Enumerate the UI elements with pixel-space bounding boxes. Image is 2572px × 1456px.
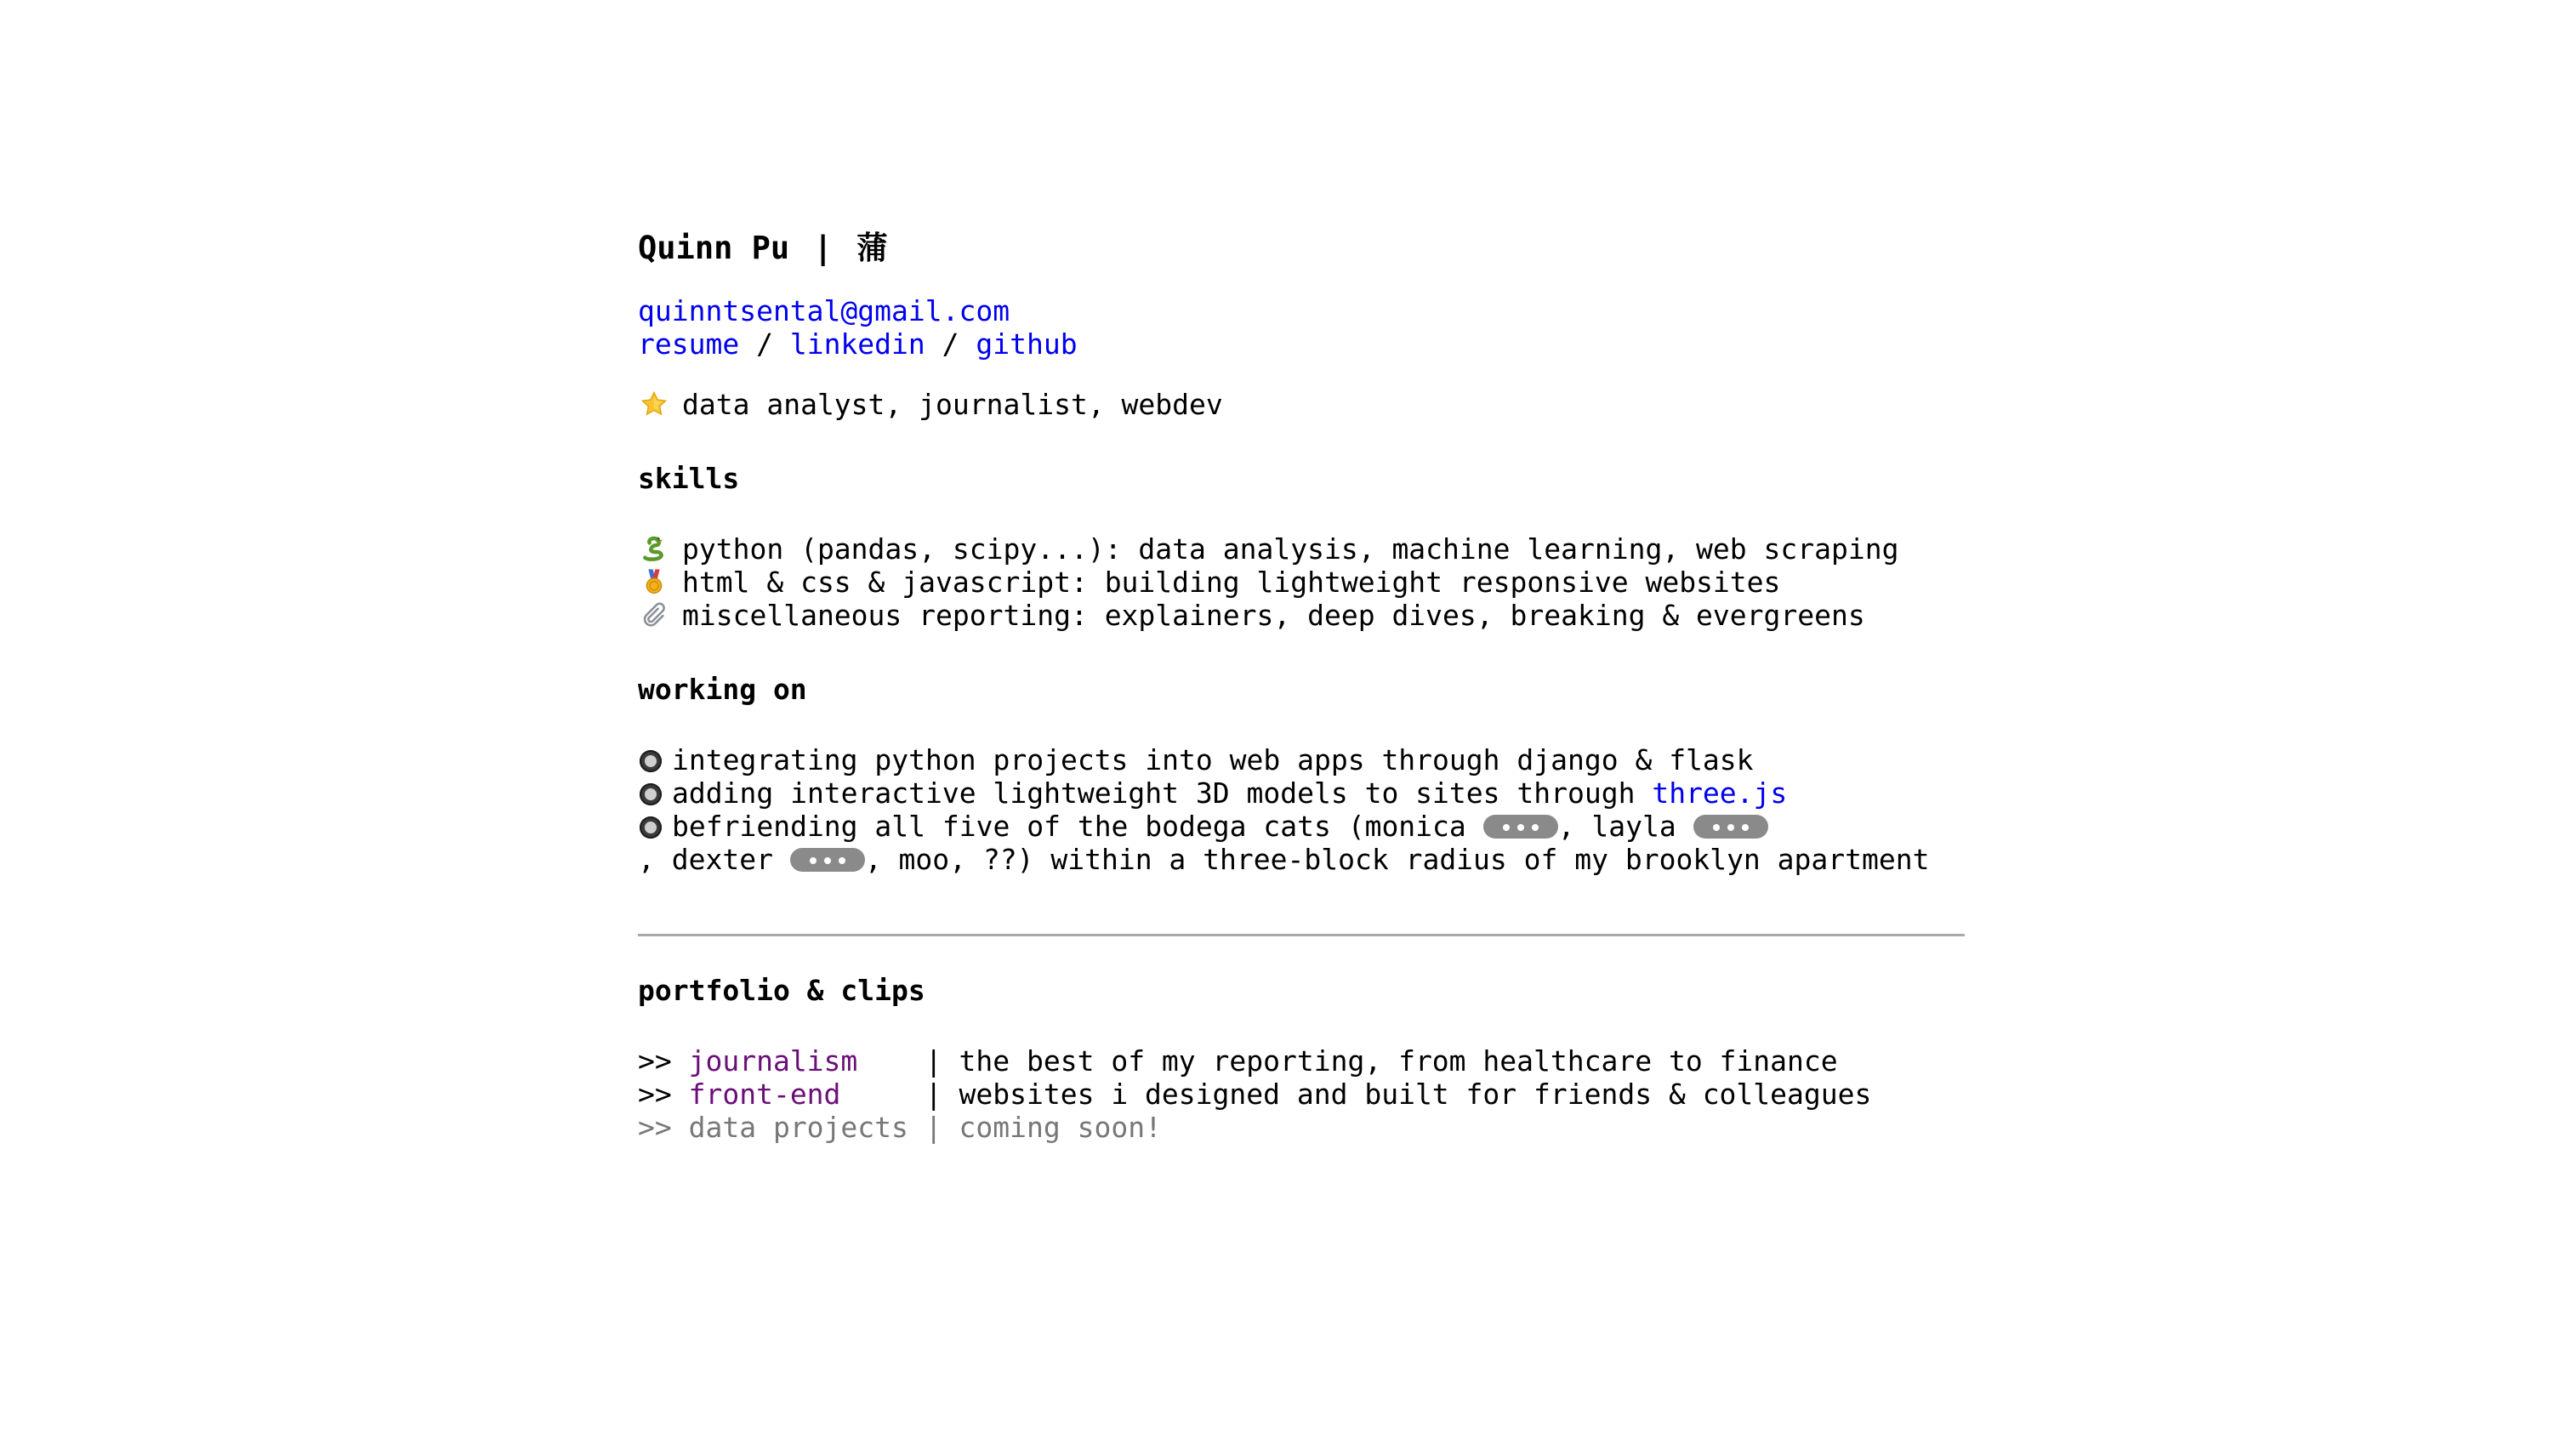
working-on-text: adding interactive lightweight 3D models to sites through <box>672 776 1653 810</box>
working-on-item <box>638 776 1965 810</box>
threejs-link[interactable]: three.js <box>1652 776 1788 810</box>
author-name: Quinn Pu <box>638 230 790 266</box>
portfolio-row <box>638 1078 1965 1111</box>
skill-text: python (pandas, scipy...): data analysis, machine learning, web scraping <box>682 532 1899 566</box>
skill-text: miscellaneous reporting: explainers, deep dives, breaking & evergreens <box>682 599 1865 632</box>
resume-link[interactable]: resume <box>638 327 740 361</box>
snake-icon <box>638 535 670 562</box>
link-separator: / <box>925 327 976 361</box>
page <box>638 230 1965 1144</box>
working-on-text: , dexter <box>638 843 790 876</box>
working-on-text: , layla <box>1557 810 1693 843</box>
working-on-heading: working on <box>638 673 807 706</box>
portfolio-heading: portfolio & clips <box>638 974 925 1007</box>
page-title <box>638 230 1965 267</box>
row-prefix: >> <box>638 1078 689 1111</box>
skill-item <box>638 566 1965 599</box>
section-divider <box>638 934 1965 936</box>
linkedin-link[interactable]: linkedin <box>789 327 925 361</box>
journalism-link[interactable]: journalism <box>688 1044 925 1078</box>
working-on-text: integrating python projects into web apps through django & flask <box>672 743 1754 776</box>
paperclip-icon <box>638 601 670 628</box>
skill-item <box>638 532 1965 566</box>
portfolio-row <box>638 1044 1965 1078</box>
email-link[interactable]: quinntsental@gmail.com <box>638 294 1010 327</box>
working-on-text: befriending all five of the bodega cats (monica <box>672 810 1483 843</box>
title-separator: | <box>813 230 833 266</box>
chinese-name: 蒲 <box>856 230 889 266</box>
front-end-link[interactable]: front-end <box>688 1078 925 1111</box>
row-prefix: >> <box>638 1044 689 1078</box>
row-description: the best of my reporting, from healthcare to finance <box>959 1044 1838 1078</box>
data-projects-label: data projects <box>688 1111 925 1144</box>
row-separator: | <box>925 1044 959 1078</box>
row-description: coming soon! <box>959 1111 1162 1144</box>
monica-more-toggle[interactable] <box>1483 815 1558 839</box>
radio-button-icon <box>640 816 662 839</box>
layla-more-toggle[interactable] <box>1693 815 1768 839</box>
skill-item <box>638 599 1965 632</box>
contact-email-line <box>638 294 1965 327</box>
working-on-item <box>638 810 1948 876</box>
portfolio-row-disabled <box>638 1111 1965 1144</box>
working-on-text: , moo, ??) within a three-block radius of my brooklyn apartment <box>864 843 1930 876</box>
skill-text: html & css & javascript: building lightweight responsive websites <box>682 566 1781 599</box>
star-icon <box>638 390 670 418</box>
radio-button-icon <box>640 783 662 805</box>
github-link[interactable]: github <box>976 327 1078 361</box>
role-text: data analyst, journalist, webdev <box>682 388 1223 421</box>
role-line <box>638 388 1965 421</box>
skills-heading: skills <box>638 462 740 495</box>
dexter-more-toggle[interactable] <box>790 848 865 872</box>
row-description: websites i designed and built for friends & colleagues <box>959 1078 1872 1111</box>
row-separator: | <box>925 1078 959 1111</box>
working-on-item <box>638 743 1965 776</box>
radio-button-icon <box>640 750 662 772</box>
row-prefix: >> <box>638 1111 689 1144</box>
row-separator: | <box>925 1111 959 1144</box>
contact-links-line <box>638 327 1965 361</box>
link-separator: / <box>739 327 790 361</box>
medal-icon <box>638 568 670 595</box>
